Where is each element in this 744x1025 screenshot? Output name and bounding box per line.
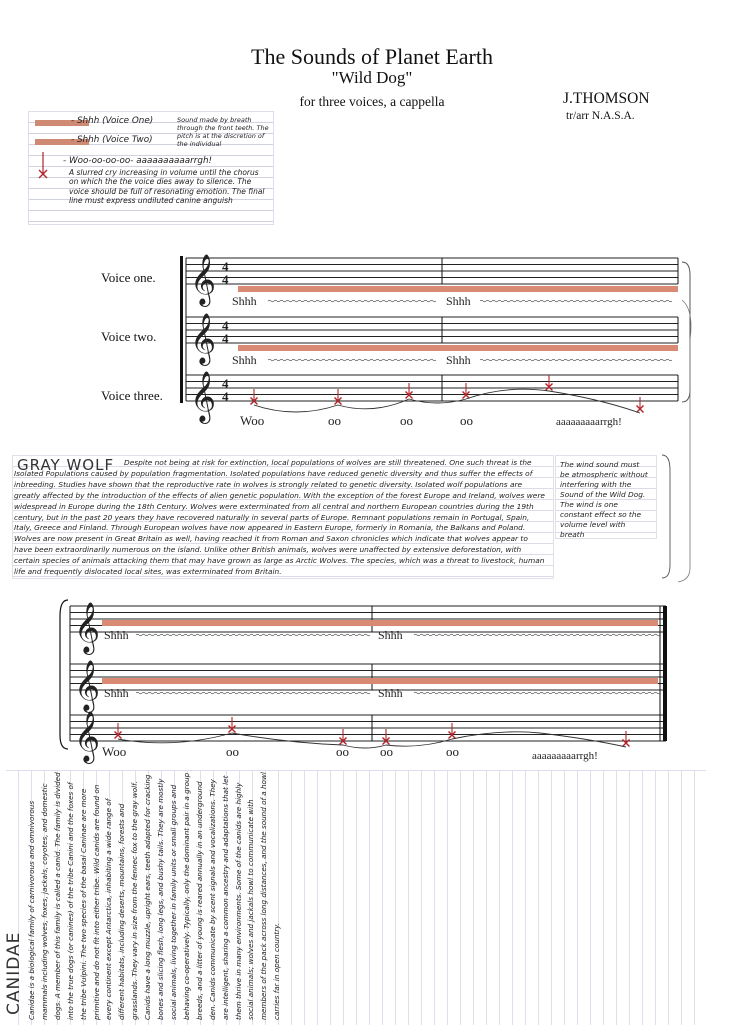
lyric-oo: oo	[336, 744, 349, 759]
lyric-oo: oo	[226, 744, 239, 759]
lyric-oo: oo	[380, 744, 393, 759]
time-signature-top: 4	[222, 259, 229, 274]
lyric-oo: oo	[400, 413, 413, 428]
legend-voice-one: - Shhh (Voice One)	[71, 116, 154, 126]
legend-voice-three: - Woo-oo-oo-oo- aaaaaaaaaarrgh!	[63, 156, 213, 166]
instrumentation: for three voices, a cappella	[299, 94, 445, 109]
right-bracket	[682, 262, 690, 402]
voice-two-label: Voice two.	[101, 329, 157, 344]
lyric-shhh: Shhh	[232, 294, 257, 308]
legend-voice-note: Sound made by breath through the front teeth. The pitch is at the discretion of the individual	[177, 116, 269, 148]
lyric-end: aaaaaaaaarrgh!	[556, 416, 622, 428]
gray-wolf-text: Despite not being at risk for extinction, local populations of wolves are still threatened. One such threat is the Isolated Populations caused by population fragmentation. Isolated populations have reduced genetic diversity and thus suffer the effects of inbreeding. Studies have shown that the reproductive rate in wolves is strongly related to genetic diversity. Isolated wolf populations are greatly affected by the introduction of the effects of alien genetic population. With the exception of the forest Europe and Ireland, wolves were widespread in Europe during the 18th Century. Wolves were exterminated from all central and northern European countries during the 19th century, but in the past 20 years they have recovered naturally in several parts of Europe. Remnant populations remain in Portugal, Spain, Italy, Greece and Finland. Through European wolves have now appeared in Eastern Europe, formerly in Romania, the Balkans and Poland. Wolves are now present in Great Britain as well, having reached it from Roman and Saxon chronicles which indicate that wolves appear to have been extraordinarily numerous on the island. Unlike other British animals, wolves were unaffected by extensive deforestation, with certain species of animals attacking them that may have grown as large as Arctic Wolves. The species, which was a threat to livestock, human life and frequently dislocated local sites, was exterminated from Britain.	[14, 458, 545, 576]
lyric-shhh: Shhh	[378, 686, 403, 700]
right-bracket	[662, 455, 670, 578]
page-title: The Sounds of Planet Earth	[251, 44, 493, 69]
treble-clef-icon: 𝄞	[190, 255, 217, 304]
lyric-oo: oo	[328, 413, 341, 428]
side-note-text: The wind sound must be atmospheric without interfering with the Sound of the Wild Dog. The wind is one constant effect so the volume level with breath	[560, 460, 648, 539]
lyric-shhh: Shhh	[378, 628, 403, 642]
page-subtitle: "Wild Dog"	[331, 68, 413, 87]
composer: J.THOMSON	[563, 90, 650, 107]
voice-two-shhh-band	[102, 678, 658, 684]
shhh-wave	[414, 692, 660, 694]
canidae-text: Canidae is a biological family of carnivorous and omnivorous mammals including wolves, foxes, jackals, coyotes, and domestic dogs. A member of this family is called a canid. The family is divided into the true dogs (or canines) of the tribe Canini and the foxes of the tribe Vulpini. The two species of the basal Caninae are more primitive and do not fit into either tribe. Wild canids are found on every continent except Antarctica, inhabiting a wide range of different habitats, including deserts, mountains, forests and grasslands. They vary in size from the fennec fox to the gray wolf. Canids have a long muzzle, upright ears, teeth adapted for cracking bones and slicing flesh, long legs, and bushy tails. They are mostly social animals, living together in family units or small groups and behaving co-operatively. Typically, only the dominant pair in a group breeds, and a litter of young is reared annually in an underground den. Canids communicate by scent signals and vocalizations. They are intelligent, sharing a common ancestry and adaptations that let them thrive in many environments. Some of the canids are highly social animals; wolves and jackals howl to communicate with members of the pack across long distances, and the sound of a howl carries far in open country.	[27, 772, 282, 1020]
voice-three-label: Voice three.	[101, 388, 163, 403]
treble-clef-icon: 𝄞	[74, 603, 101, 652]
treble-clef-icon: 𝄞	[190, 314, 217, 363]
time-signature-top: 4	[222, 318, 229, 333]
lyric-woo: Woo	[102, 744, 127, 759]
legend-voice-two: - Shhh (Voice Two)	[71, 135, 153, 145]
lyric-shhh: Shhh	[104, 686, 129, 700]
time-signature-top: 4	[222, 376, 229, 391]
right-bracket	[678, 300, 691, 582]
treble-clef-icon: 𝄞	[74, 661, 101, 710]
lyric-woo: Woo	[240, 413, 265, 428]
voice-one-label: Voice one.	[101, 270, 156, 285]
time-signature-bottom: 4	[222, 389, 229, 404]
shhh-wave	[414, 634, 660, 636]
lyric-shhh: Shhh	[446, 294, 471, 308]
canidae-heading: CANIDAE	[4, 931, 24, 1015]
shhh-wave	[268, 359, 436, 361]
shhh-wave	[136, 692, 370, 694]
lyric-end: aaaaaaaaarrgh!	[532, 750, 598, 762]
voice-two-shhh-band	[238, 345, 678, 351]
lyric-shhh: Shhh	[104, 628, 129, 642]
system-one-brace	[180, 256, 183, 403]
arranger: tr/arr N.A.S.A.	[566, 110, 635, 122]
lyric-oo: oo	[460, 413, 473, 428]
lyric-shhh: Shhh	[232, 353, 257, 367]
final-thick-barline	[663, 606, 667, 741]
gray-wolf-heading: GRAY WOLF	[17, 456, 115, 474]
system-two-bracket	[60, 600, 68, 749]
lyric-shhh: Shhh	[446, 353, 471, 367]
time-signature-bottom: 4	[222, 331, 229, 346]
lyric-oo: oo	[446, 744, 459, 759]
shhh-wave	[136, 634, 370, 636]
shhh-wave	[480, 359, 672, 361]
treble-clef-icon: 𝄞	[190, 372, 217, 421]
legend-voice-three-note: A slurred cry increasing in volume until the chorus on which the the voice dies away to silence. The voice should be full of resonating emotion. The final line must express undiluted canine anguish	[69, 168, 265, 206]
shhh-wave	[480, 300, 672, 302]
shhh-wave	[268, 300, 436, 302]
voice-one-shhh-band	[238, 286, 678, 292]
treble-clef-icon: 𝄞	[74, 712, 101, 761]
time-signature-bottom: 4	[222, 272, 229, 287]
voice-one-shhh-band	[102, 620, 658, 626]
